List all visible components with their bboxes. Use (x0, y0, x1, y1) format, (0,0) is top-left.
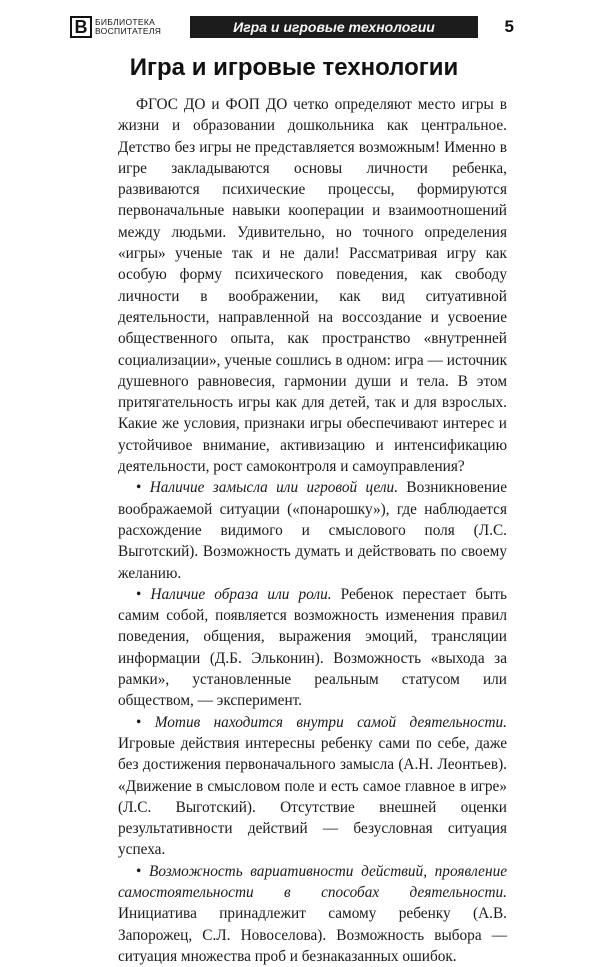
running-header (70, 14, 518, 40)
page-number: 5 (504, 17, 514, 36)
bullet-text: Ребенок перестает быть самим собой, появляется возможность изменения правил поведения, общения, выражения эмоций, трансляции информации (Д.Б. Эльконин). Возможность «выхода за рамки», установленные реальным статусом или обществом, — эксперимент. (118, 585, 507, 710)
bullet-paragraph (118, 712, 507, 861)
bullet-text: Игровые действия интересны ребенку сами по себе, даже без достижения первоначального замысла (А.Н. Леонтьев). «Движение в смысловом поле и есть самое главное в игре» (Л.С. Выготский). Отсутствие внешней оценки результативности действий — безусловная ситуация успеха. (118, 734, 507, 859)
running-header-title: Игра и игровые технологии (190, 16, 478, 38)
series-logo-line2: ВОСПИТАТЕЛЯ (95, 26, 162, 36)
bullet-paragraph (118, 584, 507, 712)
bullet-marker: • (136, 479, 142, 497)
bullet-lead: Наличие замысла или игровой цели. (149, 479, 399, 497)
series-logo (70, 14, 188, 40)
bullet-text: Возникновение воображаемой ситуации («понарошку»), где наблюдается расхождение видимого и смыслового поля (Л.С. Выготский). Возможность думать и действовать по своему желанию. (118, 479, 507, 582)
bullet-marker: • (136, 585, 142, 603)
bullet-marker: • (136, 713, 142, 731)
bullet-marker: • (136, 862, 142, 880)
intro-paragraph: ФГОС ДО и ФОП ДО четко определяют место игры в жизни и образовании дошкольника как центральное. Детство без игры не представляется возможным! Именно в игре закладываются основы личности ребенка, развиваются психические процессы, формируются первоначальные навыки кооперации и взаимоотношений между людьми. Удивительно, но точного определения «игры» ученые так и не дали! Рассматривая игру как особую форму психического поведения, как свободу личности в воображении, как вид ситуативной деятельности, направленной на воссоздание и усвоение общественного опыта, как пространство «внутренней социализации», ученые сошлись в одном: игра — источник душевного равновесия, гармонии души и тела. В этом притягательность игры как для детей, так и для взрослых. Какие же условия, признаки игры обеспечивают интерес и устойчивое внимание, активизацию и интенсификацию деятельности, рост самоконтроля и самоуправления? (118, 96, 507, 476)
page-title: Игра и игровые технологии (129, 54, 459, 81)
bullet-lead: Мотив находится внутри самой деятельности. (154, 713, 507, 731)
bullet-paragraph (118, 861, 507, 967)
series-logo-letter: В (70, 16, 92, 38)
series-logo-text (95, 18, 161, 37)
bullet-paragraph (118, 477, 507, 583)
bullet-text: Инициатива принадлежит самому ребенку (А.В. Запорожец, С.Л. Новоселова). Возможность выбора — ситуация множества проб и безнаказанных ошибок. (118, 905, 507, 965)
bullet-lead: Возможность вариативности действий, проявление самостоятельности в способах деятельности. (118, 862, 508, 901)
body-text (118, 94, 507, 967)
series-logo-line1: БИБЛИОТЕКА (95, 16, 156, 27)
bullet-lead: Наличие образа или роли. (150, 585, 332, 603)
